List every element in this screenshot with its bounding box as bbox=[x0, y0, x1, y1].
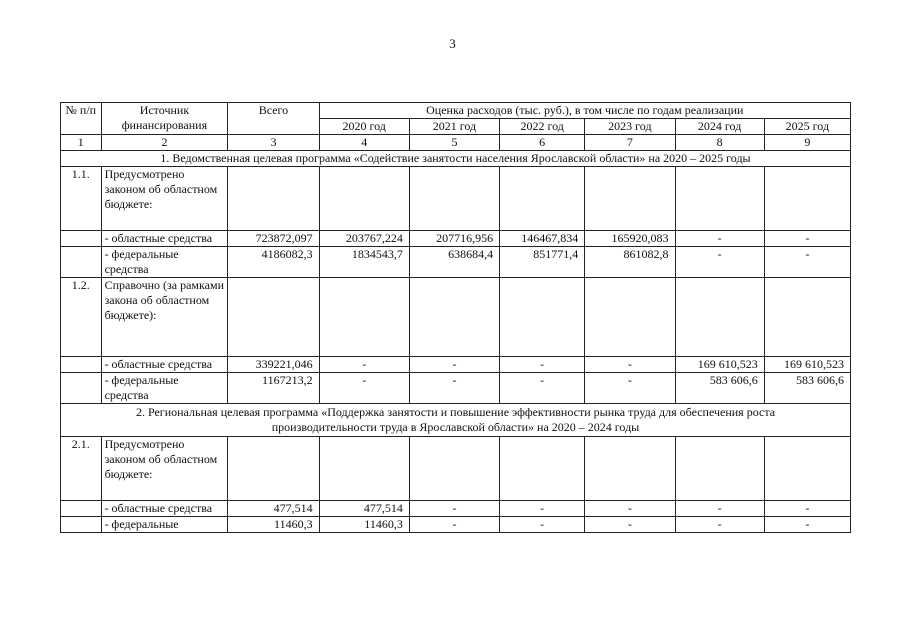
header-source: Источник финансирования bbox=[101, 103, 228, 135]
header-year: 2021 год bbox=[409, 119, 499, 135]
value-cell: - bbox=[675, 517, 764, 533]
col-number: 5 bbox=[409, 135, 499, 151]
table-row bbox=[61, 373, 851, 404]
total-cell: 4186082,3 bbox=[228, 247, 319, 278]
source-cell: - федеральные bbox=[101, 517, 228, 533]
value-cell: 207716,956 bbox=[409, 231, 499, 247]
group-number: 2.1. bbox=[61, 437, 102, 501]
value-cell: - bbox=[319, 373, 409, 404]
col-number: 7 bbox=[585, 135, 675, 151]
group-row bbox=[61, 278, 851, 357]
section-title: 2. Региональная целевая программа «Поддержка занятости и повышение эффективности рынка труда для обеспечения роста производительности труда в Ярославской области» на 2020 – 2024 годы bbox=[61, 404, 851, 437]
table-row bbox=[61, 357, 851, 373]
value-cell: - bbox=[500, 501, 585, 517]
value-cell: - bbox=[409, 517, 499, 533]
total-cell: 477,514 bbox=[228, 501, 319, 517]
value-cell: - bbox=[585, 517, 675, 533]
group-label: Справочно (за рамками закона об областном бюджете): bbox=[101, 278, 228, 357]
source-cell: - областные средства bbox=[101, 357, 228, 373]
value-cell: - bbox=[409, 501, 499, 517]
header-total: Всего bbox=[228, 103, 319, 135]
group-row bbox=[61, 437, 851, 501]
value-cell: - bbox=[500, 357, 585, 373]
value-cell: 583 606,6 bbox=[764, 373, 850, 404]
col-number: 3 bbox=[228, 135, 319, 151]
total-cell: 1167213,2 bbox=[228, 373, 319, 404]
value-cell: - bbox=[585, 357, 675, 373]
value-cell: 146467,834 bbox=[500, 231, 585, 247]
value-cell: - bbox=[409, 373, 499, 404]
value-cell: 638684,4 bbox=[409, 247, 499, 278]
table-row bbox=[61, 501, 851, 517]
header-num: № п/п bbox=[61, 103, 102, 135]
source-cell: - областные средства bbox=[101, 231, 228, 247]
value-cell: - bbox=[764, 501, 850, 517]
section-title-row bbox=[61, 151, 851, 167]
total-cell: 723872,097 bbox=[228, 231, 319, 247]
value-cell: 203767,224 bbox=[319, 231, 409, 247]
header-year: 2024 год bbox=[675, 119, 764, 135]
value-cell: 477,514 bbox=[319, 501, 409, 517]
value-cell: - bbox=[764, 517, 850, 533]
col-number: 6 bbox=[500, 135, 585, 151]
source-cell: - областные средства bbox=[101, 501, 228, 517]
group-label: Предусмотрено законом об областном бюджете: bbox=[101, 167, 228, 231]
col-number: 8 bbox=[675, 135, 764, 151]
section-title: 1. Ведомственная целевая программа «Содействие занятости населения Ярославской области» на 2020 – 2025 годы bbox=[61, 151, 851, 167]
value-cell: - bbox=[585, 373, 675, 404]
value-cell: 851771,4 bbox=[500, 247, 585, 278]
header-year: 2023 год bbox=[585, 119, 675, 135]
value-cell: 11460,3 bbox=[319, 517, 409, 533]
budget-table bbox=[60, 102, 851, 533]
group-label: Предусмотрено законом об областном бюджете: bbox=[101, 437, 228, 501]
table-row bbox=[61, 517, 851, 533]
value-cell: - bbox=[585, 501, 675, 517]
source-cell: - федеральные средства bbox=[101, 247, 228, 278]
total-cell: 339221,046 bbox=[228, 357, 319, 373]
value-cell: 861082,8 bbox=[585, 247, 675, 278]
header-year: 2020 год bbox=[319, 119, 409, 135]
col-number: 9 bbox=[764, 135, 850, 151]
value-cell: - bbox=[409, 357, 499, 373]
value-cell: - bbox=[764, 247, 850, 278]
value-cell: - bbox=[319, 357, 409, 373]
header-estimate: Оценка расходов (тыс. руб.), в том числе по годам реализации bbox=[319, 103, 850, 119]
group-number: 1.1. bbox=[61, 167, 102, 231]
value-cell: 1834543,7 bbox=[319, 247, 409, 278]
value-cell: - bbox=[675, 231, 764, 247]
value-cell: 165920,083 bbox=[585, 231, 675, 247]
value-cell: - bbox=[675, 247, 764, 278]
value-cell: 169 610,523 bbox=[764, 357, 850, 373]
value-cell: - bbox=[675, 501, 764, 517]
group-number: 1.2. bbox=[61, 278, 102, 357]
table-row bbox=[61, 231, 851, 247]
value-cell: 583 606,6 bbox=[675, 373, 764, 404]
col-number: 4 bbox=[319, 135, 409, 151]
header-year: 2022 год bbox=[500, 119, 585, 135]
value-cell: - bbox=[764, 231, 850, 247]
value-cell: - bbox=[500, 373, 585, 404]
column-number-row bbox=[61, 135, 851, 151]
col-number: 1 bbox=[61, 135, 102, 151]
col-number: 2 bbox=[101, 135, 228, 151]
value-cell: 169 610,523 bbox=[675, 357, 764, 373]
page-number: 3 bbox=[449, 36, 456, 51]
table-row bbox=[61, 247, 851, 278]
total-cell: 11460,3 bbox=[228, 517, 319, 533]
source-cell: - федеральные средства bbox=[101, 373, 228, 404]
value-cell: - bbox=[500, 517, 585, 533]
section-title-row bbox=[61, 404, 851, 437]
header-year: 2025 год bbox=[764, 119, 850, 135]
group-row bbox=[61, 167, 851, 231]
header-row bbox=[61, 103, 851, 119]
